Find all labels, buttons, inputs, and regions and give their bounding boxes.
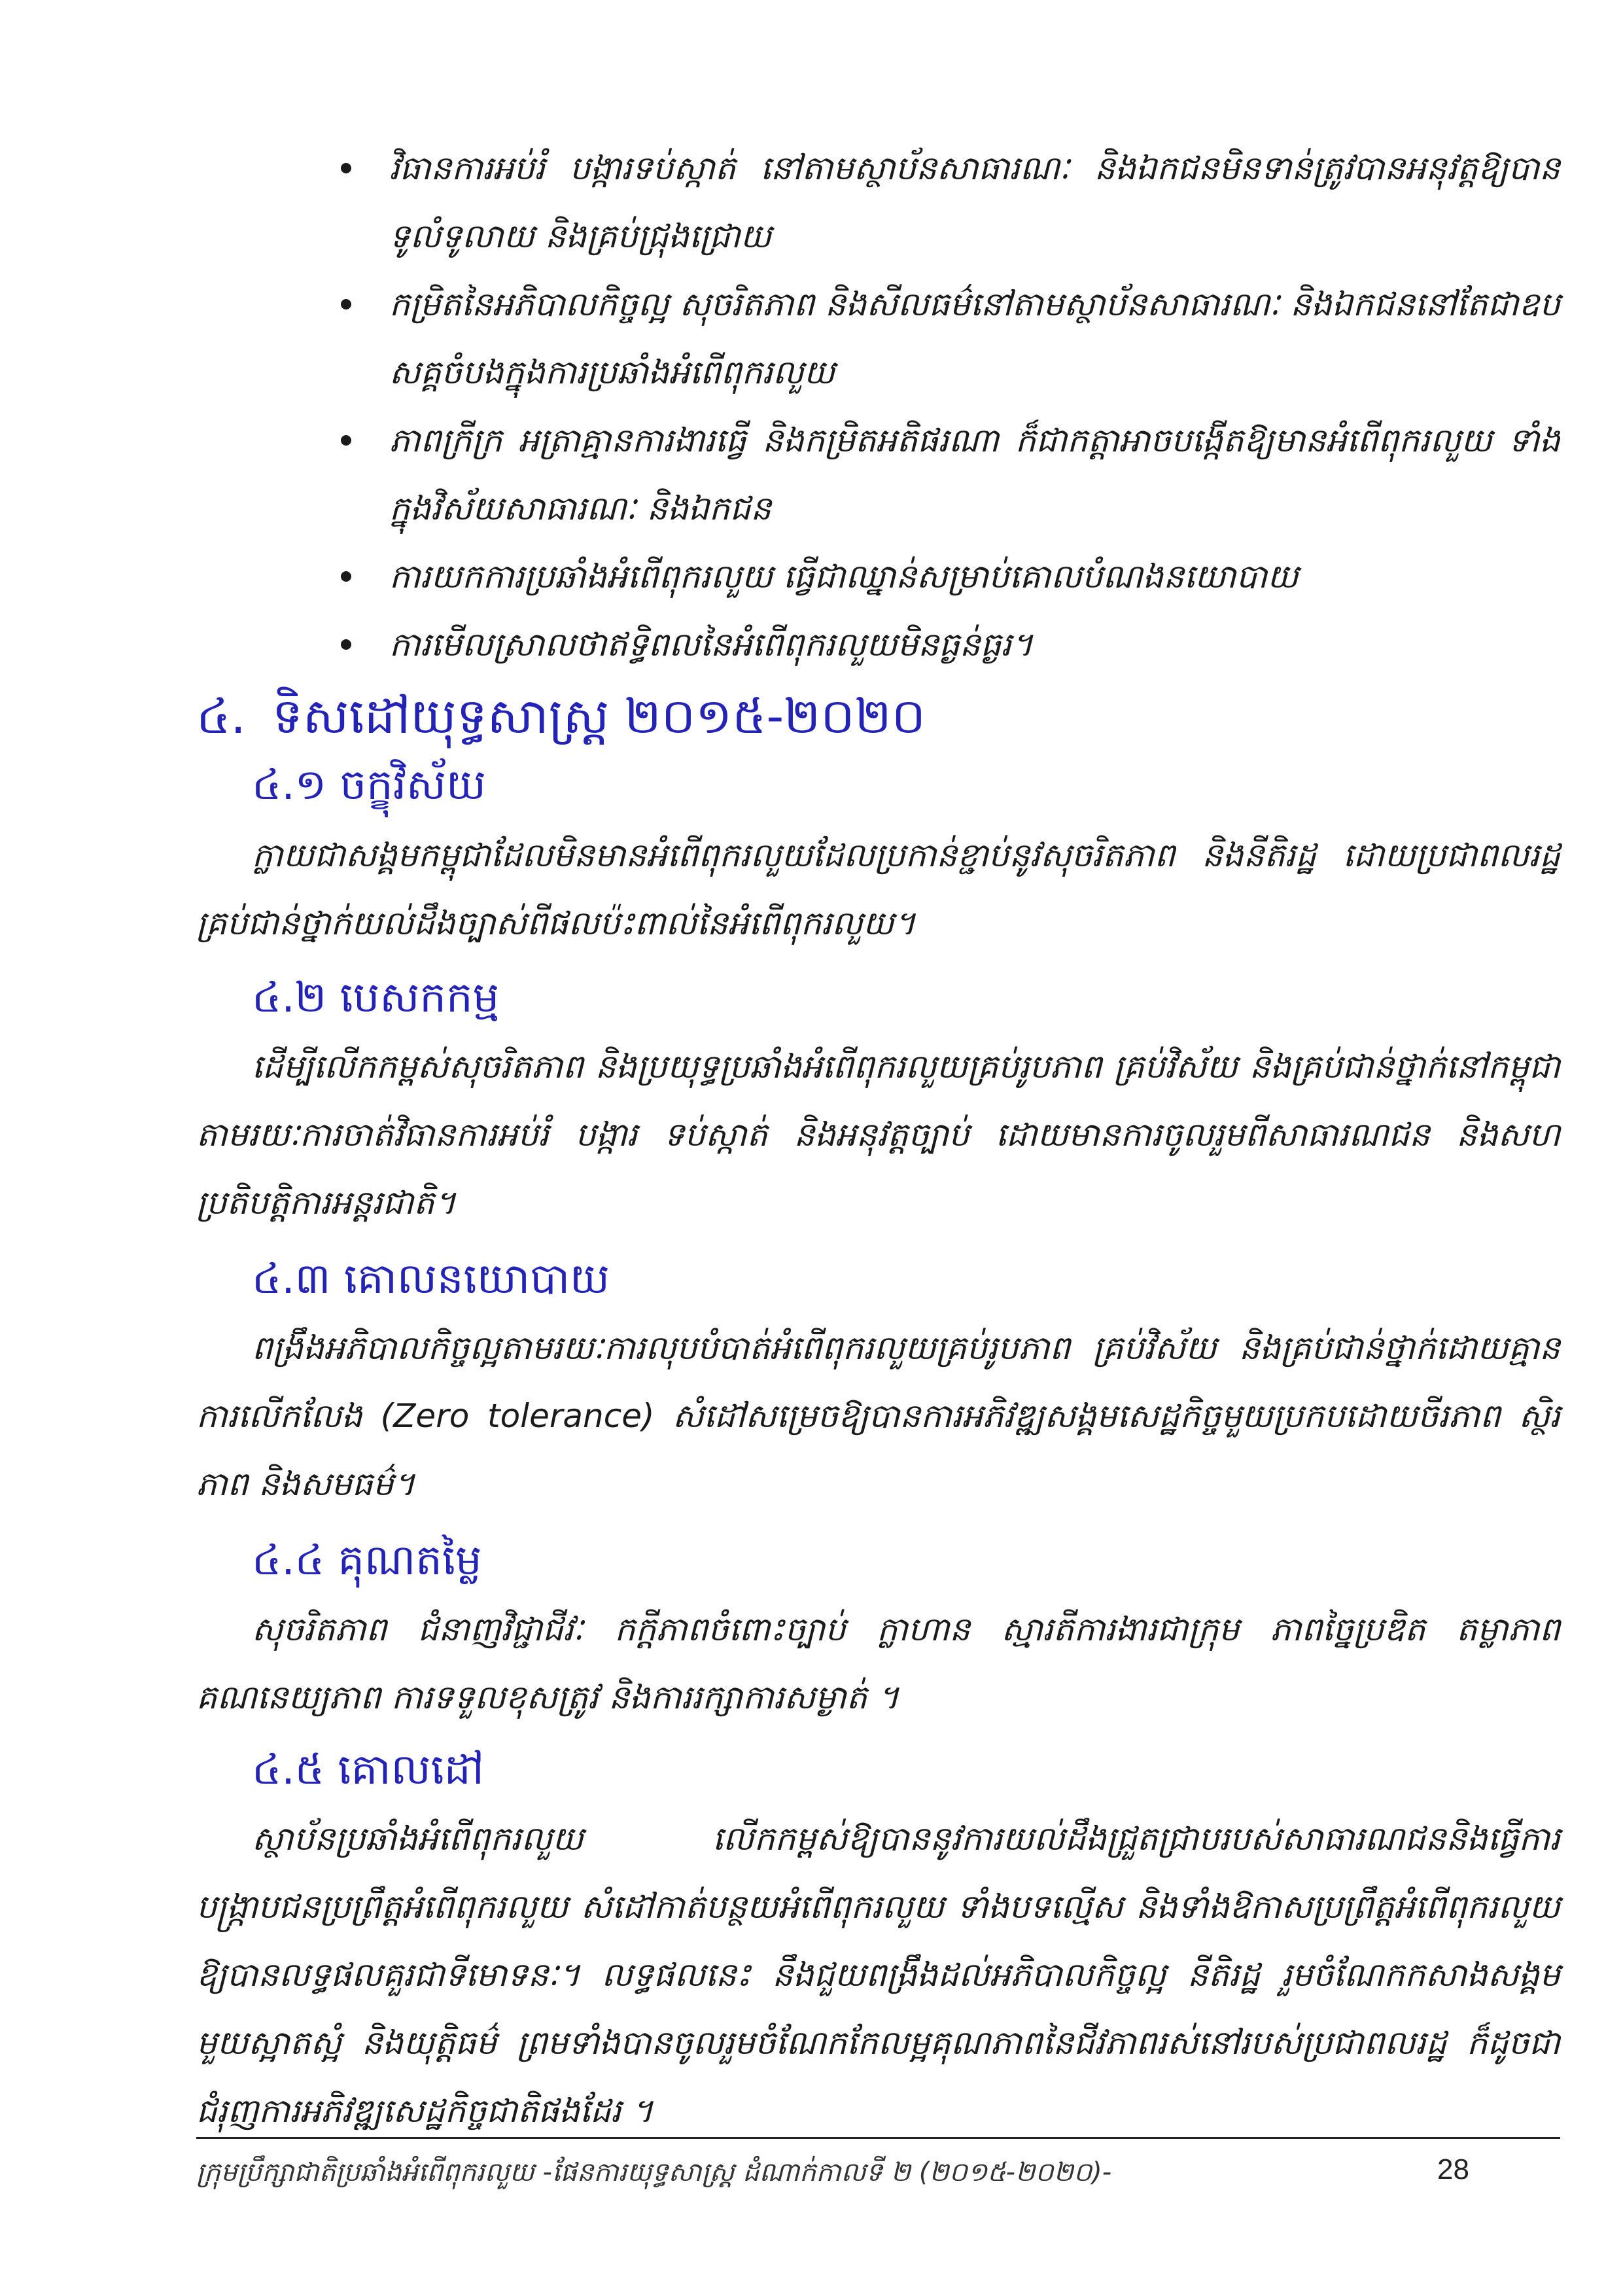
list-item-text: វិធានការអប់រំ បង្ការទប់ស្កាត់ នៅតាមស្ថាប័នសាធារណៈ និងឯកជនមិនទាន់ត្រូវបានអនុវត្តឱ្យបានទូលំទូលាយ និងគ្រប់ជ្រុងជ្រោយ [389,149,1560,255]
subsection-heading-values: ៤.៤ គុណតម្លៃ [252,1536,482,1585]
list-item-text: ភាពក្រីក្រ អត្រាគ្មានការងារធ្វើ និងកម្រិតអតិផរណា ក៏ជាកត្តាអាចបង្កើតឱ្យមានអំពើពុករលួយ ទាំងក្នុងវិស័យសាធារណៈ និងឯកជន [389,421,1560,527]
subsection-heading-goals: ៤.៥ គោលដៅ [252,1746,484,1794]
list-item [337,406,1560,542]
policy-text: ពង្រឹងអភិបាលកិច្ចល្អតាមរយៈការលុបបំបាត់អំពើពុករលួយគ្រប់រូបភាព គ្រប់វិស័យ និងគ្រប់ជាន់ថ្នាក់ដោយគ្មានការលើកលែង (Zero tolerance) សំដៅសម្រេចឱ្យបានការអភិវឌ្ឍសង្គមសេដ្ឋកិច្ចមួយប្រកបដោយចីរភាព ស្ថិរភាព និងសមធម៌។ [196,1329,1560,1503]
bullet-icon [341,435,351,446]
list-item [337,610,1560,679]
footer-divider [196,2137,1560,2139]
bullet-icon [341,639,351,650]
page-number: 28 [1437,2153,1469,2185]
bullet-icon [341,571,351,582]
goals-text: ស្ថាប័នប្រឆាំងអំពើពុករលួយ លើកកម្ពស់ឱ្យបាននូវការយល់ដឹងជ្រួតជ្រាបរបស់សាធារណជននិងធ្វើការបង្ក្រាបជនប្រព្រឹត្តអំពើពុករលួយ សំដៅកាត់បន្ថយអំពើពុករលួយ ទាំងបទល្មើស និងទាំងឱកាសប្រព្រឹត្តអំពើពុករលួយ ឱ្យបានលទ្ធផលគួរជាទីមោទនៈ។ លទ្ធផលនេះ នឹងជួយពង្រឹងដល់អភិបាលកិច្ចល្អ នីតិរដ្ឋ រួមចំណែកកសាងសង្គមមួយស្អាតស្អំ និងយុត្តិធម៌ ព្រមទាំងបានចូលរួមចំណែកកែលម្អគុណភាពនៃជីវភាពរស់នៅរបស់ប្រជាពលរដ្ឋ ក៏ដូចជាជំរុញការអភិវឌ្ឍសេដ្ឋកិច្ចជាតិផងដែរ ។ [196,1820,1560,2130]
mission-text: ដើម្បីលើកកម្ពស់សុចរិតភាព និងប្រយុទ្ធប្រឆាំងអំពើពុករលួយគ្រប់រូបភាព គ្រប់វិស័យ និងគ្រប់ជាន់ថ្នាក់នៅកម្ពុជា តាមរយៈការចាត់វិធានការអប់រំ បង្ការ ទប់ស្កាត់ និងអនុវត្តច្បាប់ ដោយមានការចូលរួមពីសាធារណជន និងសហប្រតិបត្តិការអន្តរជាតិ។ [196,1048,1560,1222]
subsection-heading-vision: ៤.១ ចក្ខុវិស័យ [252,761,486,809]
list-item-text: ការមើលស្រាលថាឥទ្ធិពលនៃអំពើពុករលួយមិនធ្ងន់ធ្ងរ។ [389,626,1034,663]
mission-paragraph [196,1033,1560,1237]
bullet-icon [341,163,351,173]
vision-text: ក្លាយជាសង្គមកម្ពុជាដែលមិនមានអំពើពុករលួយដែលប្រកាន់ខ្ជាប់នូវសុចរិតភាព និងនីតិរដ្ឋ ដោយប្រជាពលរដ្ឋគ្រប់ជាន់ថ្នាក់យល់ដឹងច្បាស់ពីផលប៉ះពាល់នៃអំពើពុករលួយ។ [196,836,1560,942]
section-heading [196,680,926,752]
list-item [337,270,1560,406]
goals-paragraph [196,1805,1560,2145]
bullet-list [337,134,1560,679]
section-title: ទិសដៅយុទ្ធសាស្ត្រ ២០១៥-២០២០ [271,688,926,745]
values-paragraph [196,1595,1560,1731]
subsection-heading-policy: ៤.៣ គោលនយោបាយ [252,1255,610,1303]
vision-paragraph [196,821,1560,957]
section-number: ៤. [196,688,246,745]
list-item [337,542,1560,610]
subsection-heading-mission: ៤.២ បេសកកម្ម [252,974,500,1022]
policy-paragraph [196,1314,1560,1518]
list-item-text: កម្រិតនៃអភិបាលកិច្ចល្អ សុចរិតភាព និងសីលធម៌នៅតាមស្ថាប័នសាធារណៈ និងឯកជននៅតែជាឧបសគ្គចំបងក្នុងការប្រឆាំងអំពើពុករលួយ [389,285,1560,391]
list-item [337,134,1560,270]
list-item-text: ការយកការប្រឆាំងអំពើពុករលួយ ធ្វើជាឈ្នាន់សម្រាប់គោលបំណងនយោបាយ [389,557,1299,595]
footer-text: ក្រុមប្រឹក្សាជាតិប្រឆាំងអំពើពុករលួយ -ផែនការយុទ្ធសាស្ត្រ ដំណាក់កាលទី ២ (២០១៥-២០២០)- [196,2157,1112,2187]
bullet-icon [341,299,351,309]
values-text: សុចរិតភាព ជំនាញវិជ្ជាជីវៈ កក្តីភាពចំពោះច្បាប់ ក្លាហាន ស្មារតីការងារជាក្រុម ភាពច្នៃប្រឌិត តម្លាភាព គណនេយ្យភាព ការទទួលខុសត្រូវ និងការរក្សាការសម្ងាត់ ។ [196,1610,1560,1716]
